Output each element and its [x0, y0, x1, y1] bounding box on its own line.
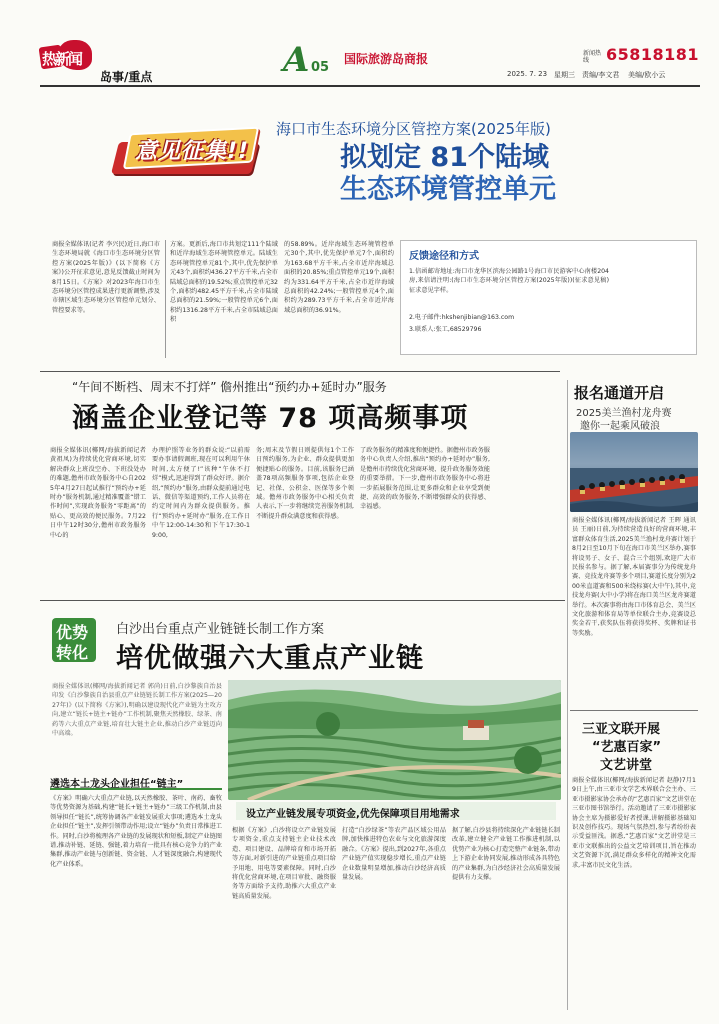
dragon-boat-photo: [570, 432, 698, 512]
story1-headline-line2: 生态环境管控单元: [340, 174, 556, 205]
story-danzhou-service: [40, 374, 565, 599]
hotline-label: 新闻热线: [583, 50, 602, 64]
story3-column-a: 根据《方案》,白沙将设立产业链发展专项资金,重点支持链主企业技术改造、项目建设、品牌培育和市场开拓等方面,对新引进的产业链重点项目给予用地、用电等要素保障。同时,白沙将优化营商环境,在项目审批、融资服务等方面给予支持,助推六大重点产业链高质量发展。: [232, 827, 336, 900]
story2-column-4: 了政务服务的精准度和便捷性。据儋州市政务服务中心负责人介绍,推出“预约办+延时办”服务,是儋州市持续优化营商环境、提升政务服务效能的重要举措。下一步,儋州市政务服务中心将进一步拓展服务范围,让更多群众和企业享受到便捷、高效的政务服务,不断增强群众的获得感、幸福感。: [360, 447, 490, 511]
sidebar-title-3b: 文艺讲堂: [600, 758, 653, 773]
story2-column-2: 办理护照等业务的群众说:“以前需要办事请假调班,现在可以利用午休时间,太方便了!”该种“午休不打烊”模式,迅速得到了群众好评。据介绍,“预约办”服务,由群众提前通过电话、微信等渠道预约,工作人员将在约定时间内为群众提供服务。推行“预约办+延时办”服务,在工作日中午12:00-14:30和下午17:30-19:00,: [152, 447, 250, 539]
designer-credit: 美编/欧小云: [628, 71, 666, 79]
story2-column-1: 商报全媒体讯(椰网/海拔新闻记者 黄祖凤)为持续优化营商环境,切实解决群众上班没空办、下班没处办的难题,儋州市政务服务中心自2025年4月27日起试推行“预约办+延时办”服务机制,通过精准覆盖“错工作时间”,实现政务服务“零距离”的贴心、更高效的便民服务。7月22日中午12时30分,儋州市政务服务中心的: [50, 447, 146, 539]
tea-field-aerial-photo: [228, 680, 561, 800]
feedback-box: [400, 240, 697, 355]
story-eco-zones: [40, 90, 700, 370]
story1-column-1: 商报全媒体讯(记者 李兴民)近日,海口市生态环境局就《海口市生态环境分区管控方案(2025年版)》(以下简称《方案》)公开征求意见,意见反馈截止时间为8月15日。《方案》对2023年海口市生态环境分区管控成果进行更新调整,涉及市辖区域生态环境分区管控单元划分、管控要求等。: [52, 241, 160, 314]
story1-bottom-rule: [40, 371, 560, 372]
story3-subhead-1: [50, 772, 222, 790]
sidebar-text-1: 商报全媒体讯(椰网/海拔新闻记者 王晖 通讯员 王丽)日前,为持续营造良好的营商环境,丰富群众体育生活,2025美兰渔村龙舟赛计划于8月2日至10月下旬在海口市美兰区举办,赛事将设男子、女子、混合三个组别,欢迎广大市民报名参与。据了解,本届赛事分为传统龙舟赛、竞技龙舟赛等多个项目,赛道长度分别为200米直道赛和500米绕标赛(大中午),其中,竞技龙舟赛(大中小学)将在海口美兰区龙舟赛道举行。本次赛事将由海口市体育总会、美兰区文化旅游和体育局等单位联合主办,竞赛设总奖金若干,获奖队伍将获得奖杯、奖牌和证书等奖励。: [572, 517, 696, 637]
tea-field-illustration: [228, 680, 561, 800]
sidebar-title-1: 报名通道开启: [574, 384, 665, 402]
advantage-badge-line2: 转化: [56, 643, 89, 662]
opinion-badge: [115, 128, 265, 176]
hotline-number: 65818181: [606, 45, 700, 64]
story3-lead: 商报全媒体讯(椰网/海拔新闻记者 郭尚)日前,白沙黎族自治县印发《白沙黎族自治县重点产业链链长制工作方案(2025—2027年)》(以下简称《方案》),明确以建设现代化产业链为主攻方向,建立“链长+链主+链办”工作机制,聚焦天然橡胶、绿茶、南药等六大重点产业链,培育壮大链主企业,推动白沙产业链迈向中高端。: [52, 683, 222, 738]
feedback-mail: 1.信函邮寄地址:海口市龙华区滨海公园路1号海口市民游客中心南楼204房,来信请注明:(海口市生态环境分区管控方案(2025年版))(征求意见稿)征求意见字样。: [409, 268, 609, 294]
story2-kicker: “午间不断档、周末不打烊” 儋州推出“预约办+延时办”服务: [72, 380, 387, 394]
feedback-email: 2.电子邮件:hkshenjibian@163.com: [409, 314, 515, 321]
page-letter: A: [283, 40, 310, 80]
masthead-rule: [40, 85, 700, 87]
page-number: 05: [311, 60, 330, 75]
story3-column-b: 打造“白沙绿茶”等农产品区域公用品牌,加快推进特色农业与文化旅游深度融合。《方案》提出,到2027年,各重点产业链产值实现稳步增长,重点产业链企业数量明显增加,推动白沙经济高质量发展。: [342, 827, 446, 882]
story3-top-rule: [40, 600, 565, 601]
story2-column-3: 务;周末及节假日则提供每1个工作日预约服务,为企业、群众提供更加便捷贴心的服务。目前,该服务已涵盖78项高频服务事项,包括企业登记、社保、公积金、医保等多个领域。儋州市政务服务中心相关负责人表示,下一步将继续完善服务机制,不断提升群众满意度和获得感。: [256, 447, 354, 520]
issue-date: 2025. 7. 23: [507, 70, 548, 78]
story1-divider: [165, 240, 166, 358]
story3-subhead-2: [236, 802, 556, 820]
sidebar-title-3a: “艺惠百家”: [592, 740, 662, 755]
sidebar: [570, 380, 700, 1020]
logo-text: 热新闻: [42, 50, 82, 68]
section-label: 岛事/重点: [100, 70, 153, 84]
dragon-boat-illustration: [570, 432, 698, 512]
paper-name: 国际旅游岛商报: [344, 52, 429, 66]
story1-headline-line1: 拟划定 81个陆域: [340, 142, 549, 173]
sidebar-rule: [570, 710, 698, 711]
opinion-badge-text: 意见征集!!: [135, 139, 250, 164]
story3-kicker: 白沙出台重点产业链链长制工作方案: [116, 622, 325, 637]
advantage-badge-line1: 优势: [56, 623, 89, 642]
story3-subhead-1-text: 遴选本土龙头企业担任“链主”: [50, 779, 184, 790]
story3-column-c: 据了解,白沙县将持续深化产业链链长制改革,建立健全产业链工作推进机制,以优势产业为核心打造完整产业链条,带动上下游企业协同发展,推动形成各具特色的产业集群,为白沙经济社会高质量发展提供有力支撑。: [452, 827, 560, 882]
story1-column-2: 方案。更新后,海口市共划定111个陆域和近岸海域生态环境管控单元。陆域生态环境管控单元81个,其中,优先保护单元43个,面积约436.27平方千米,占全市陆域总面积的19.52%;重点管控单元32个,面积约482.45平方千米,占全市陆域总面积的21.59%;一般管控单元6个,面积约1316.28平方千米,占全市陆域总面积: [170, 241, 278, 324]
feedback-contact: 3.联系人:张工,68529796: [409, 326, 482, 333]
story1-kicker: 海口市生态环境分区管控方案(2025年版): [276, 120, 551, 138]
sidebar-title-2: 三亚文联开展: [582, 722, 661, 737]
feedback-title: 反馈途径和方式: [409, 251, 479, 262]
sidebar-text-2: 商报全媒体讯(椰网/海拔新闻记者 赵静)7月19日上午,由三亚市文学艺术界联合会主办、三亚市摄影家协会承办的“艺惠百家”文艺讲堂在三亚市图书馆举行。活动邀请了三亚市摄影家协会主席为摄影爱好者授课,讲解摄影基础知识及创作技巧。现场气氛热烈,参与者纷纷表示受益匪浅。据悉,“艺惠百家”文艺讲堂是三亚市文联推出的公益文艺培训项目,旨在推动文艺资源下沉,满足群众多样化的精神文化需求,丰富市民文化生活。: [572, 777, 696, 869]
masthead: [0, 0, 719, 84]
issue-weekday: 星期三: [554, 71, 575, 79]
story-baisha-industry: [40, 600, 565, 1020]
story1-column-3: 的58.89%。近岸海域生态环境管控单元30个,其中,优先保护单元7个,面积约为163.68平方千米,占全市近岸海域总面积的20.85%;重点管控单元19个,面积约为331.64平方千米,占全市近岸海域总面积的42.24%;一般管控单元4个,面积约为289.73平方千米,占全市近岸海域总面积的36.91%。: [284, 241, 394, 314]
story1-headline: [340, 142, 556, 206]
story3-left-text: 《方案》明确六大重点产业链,以天然橡胶、茶叶、南药、畜牧等优势资源为基础,构建“链长+链主+链办”三级工作机制,由县领导担任“链长”,统筹协调各产业链发展重大事项;遴选本土龙头企业担任“链主”,发挥引领带动作用;设立“链办”负责日常推进工作。同时,白沙将梳理各产业链的发展现状和短板,制定产业链图谱,推动补链、延链、强链,着力培育一批具有核心竞争力的产业集群,推动产业链与创新链、资金链、人才链深度融合,构建现代化产业体系。: [50, 795, 222, 868]
editor-credit: 责编/李文君: [582, 71, 620, 79]
sidebar-divider: [567, 380, 568, 1010]
sidebar-subtitle-1: 2025美兰渔村龙舟赛: [576, 408, 672, 419]
story3-headline: 培优做强六大重点产业链: [116, 643, 424, 674]
story2-headline: 涵盖企业登记等 78 项高频事项: [72, 403, 469, 434]
hot-news-logo: [40, 40, 96, 76]
advantage-badge: [52, 618, 96, 662]
sidebar-subtitle-2: 邀你一起乘风破浪: [580, 421, 660, 432]
story3-subhead-2-text: 设立产业链发展专项资金,优先保障项目用地需求: [246, 809, 460, 820]
